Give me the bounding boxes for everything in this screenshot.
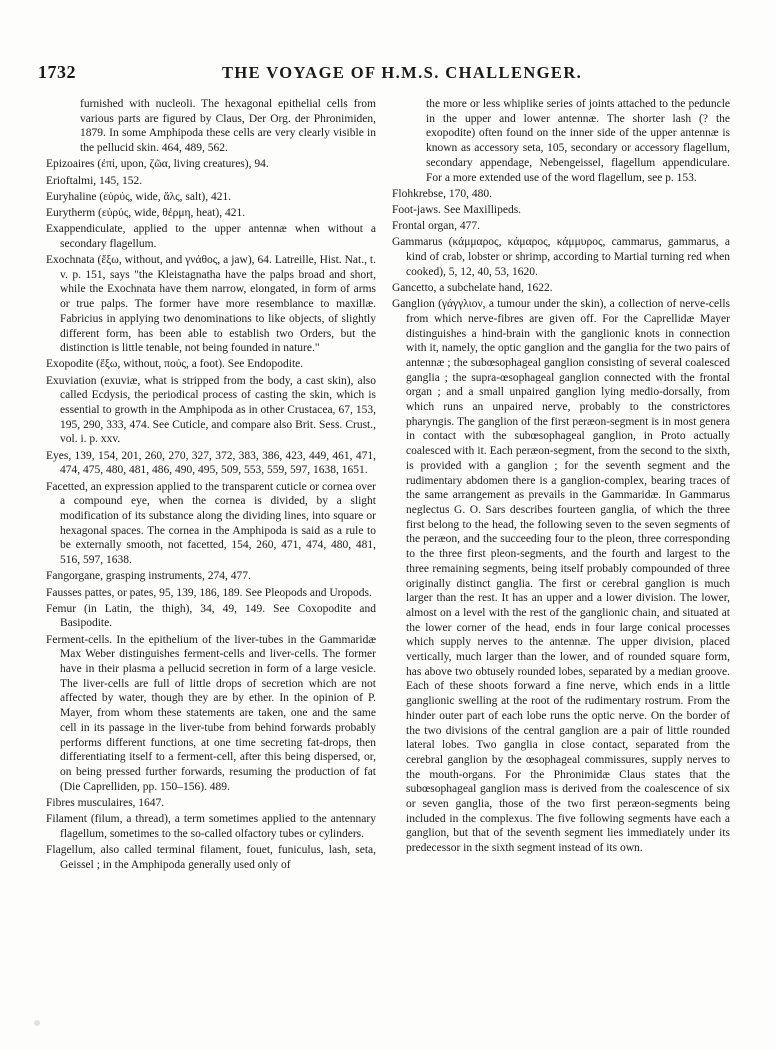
- right-column: [392, 97, 730, 857]
- glossary-entry: Filament (filum, a thread), a term sometimes applied to the antennary flagellum, sometimes to the so-called olfactory tubes or cylinders.: [46, 813, 376, 840]
- glossary-entry: the more or less whiplike series of joints attached to the peduncle in the upper and lower antennæ. The shorter lash (? the exopodite) often found on the inner side of the upper antennæ is known as accessory seta, 105, secondary or accessory flagellum, secondary appendage, Nebengeissel, flagellum appendiculare. For a more extended use of the word flagellum, see p. 153.: [426, 98, 730, 184]
- glossary-entry: Flohkrebse, 170, 480.: [392, 187, 492, 200]
- glossary-entry: Eyes, 139, 154, 201, 260, 270, 327, 372, 383, 386, 423, 449, 461, 471, 474, 475, 480, 481, 486, 490, 495, 509, 553, 559, 597, 1638, 1651.: [46, 449, 376, 477]
- left-column: [46, 97, 376, 874]
- glossary-entry: Gammarus (κάμμαρος, κάμαρος, κάμμυρος, cammarus, gammarus, a kind of crab, lobster or shrimp, according to Martial turning red when cooked), 5, 12, 40, 53, 1620.: [392, 236, 730, 278]
- glossary-entry: Exopodite (ἔξω, without, πούς, a foot). See Endopodite.: [46, 358, 304, 371]
- glossary-entry: Exappendiculate, applied to the upper antennæ when without a secondary flagellum.: [46, 223, 376, 250]
- glossary-entry: Femur (in Latin, the thigh), 34, 49, 149. See Coxopodite and Basipodite.: [46, 602, 376, 630]
- page-header: [38, 62, 738, 86]
- glossary-entry: Erioftalmi, 145, 152.: [46, 174, 143, 187]
- glossary-entry: Fausses pattes, or pates, 95, 139, 186, 189. See Pleopods and Uropods.: [46, 586, 372, 599]
- glossary-entry: Ferment-cells. In the epithelium of the liver-tubes in the Gammaridæ Max Weber distinguishes ferment-cells and liver-cells. The former have in their plasma a pellucid secretion in form of a large vesicle. The liver-cells are full of little drops of secretion which are not affected by water, though they are by ether. In the opinion of P. Mayer, from whom these statements are taken, one and the same cell in its passage in the liver-tube from behind forwards probably performs different functions, at one time secreting fat-drops, then differentiating itself to a ferment-cell, after this being dispersed, or, on being pressed further forwards, resuming the production of fat (Die Caprelliden, pp. 150–156). 489.: [46, 633, 376, 793]
- glossary-entry: Epizoaires (ἐπί, upon, ζῶα, living creatures), 94.: [46, 158, 269, 171]
- glossary-entry: Eurytherm (εὐρύς, wide, θέρμη, heat), 421.: [46, 206, 246, 219]
- glossary-entry: Exochnata (ἔξω, without, and γνάθος, a jaw), 64. Latreille, Hist. Nat., t. v. p. 151, says "the Kleistagnatha have the palps broad and short, while the Exochnata have them narrow, elongated, in form of arms or true palps. The former have more resemblance to maxillæ. Fabricius in applying two denominations to like objects, of slightly different form, has been able to establish two Orders, but the distinction is little tenable, not being founded in nature.": [46, 254, 376, 355]
- glossary-entry: Flagellum, also called terminal filament, fouet, funiculus, lash, seta, Geissel ; in the Amphipoda generally used only of: [46, 843, 376, 871]
- glossary-entry: Fibres musculaires, 1647.: [46, 796, 165, 809]
- glossary-entry: Gancetto, a subchelate hand, 1622.: [392, 281, 553, 294]
- glossary-entry: Fangorgane, grasping instruments, 274, 477.: [46, 570, 251, 583]
- glossary-entry: Foot-jaws. See Maxillipeds.: [392, 203, 522, 216]
- running-title: THE VOYAGE OF H.M.S. CHALLENGER.: [222, 63, 583, 82]
- glossary-entry: furnished with nucleoli. The hexagonal epithelial cells from various parts are figured by Claus, Der Org. der Phronimiden, 1879. In some Amphipoda these cells are very clearly visible in the pellucid skin. 464, 489, 562.: [80, 98, 376, 155]
- glossary-entry: Exuviation (exuviæ, what is stripped from the body, a cast skin), also called Ecdysis, the periodical process of casting the skin, which is essential to growth in the Amphipoda as in other Crustacea, 67, 153, 195, 290, 333, 474. See Cuticle, and compare also Brit. Sess. Crust., vol. i. p. xxv.: [46, 374, 376, 446]
- glossary-entry: Frontal organ, 477.: [392, 220, 480, 233]
- glossary-entry: Ganglion (γάγγλιον, a tumour under the skin), a collection of nerve-cells from which nerve-fibres are given off. For the Caprellidæ Mayer distinguishes a hind-brain with the ganglionic knots in connection with it, namely, the optic ganglion and the ganglia for the two pairs of antennæ ; the subœsophageal ganglion consisting of several coalesced ganglia ; the supra-œsophageal ganglion connected with the frontal organ ; and a small unpaired ganglion lying medio-dorsally, from which runs an unpaired nerve, probably to the constrictores pharyngis. The ganglion of the first peræon-segment is in most genera in contact with the subœsophageal ganglion, in Proto actually coalesced with it. Each peræon-segment, from the second to the sixth, is provided with a ganglion ; for the seventh segment and the rudimentary abdomen there is a ganglion-complex, bearing traces of the same arrangement as prevails in the Gammaridæ. In Gammarus neglectus G. O. Sars describes fourteen ganglia, of which the three first belong to the head, the following seven to the seven segments of the peræon, and the succeeding four to the pleon, three corresponding to the three first pleon-segments, and the fourth and largest to the three remaining segments, being itself probably compounded of three originally distinct ganglia. The first or cerebral ganglion is much larger than the rest. It has an upper and a lower division. The lower, almost on a level with the rest of the ganglionic chain, and situated at the lower corner of the head, ends in four large conical processes which supply nerves to the antennæ. The upper division, placed vertically, much larger than the lower, and of rounded square form, has above two obtusely rounded lobes, separated by a median groove. Each of these shoots forward a fine nerve, which ends in a little ganglionic swelling at the root of the rudimentary rostrum. From the hinder outer part of each lobe runs the optic nerve. On the border of the two divisions of the central ganglion are a pair of little rounded lateral lobes. Two ganglia in close contact, separated from the cerebral ganglion by the œsophageal commissures, supply nerves to the mouth-organs. For the Phronimidæ Claus states that the subœsophageal ganglion mass is derived from the coalescence of six or seven ganglia, those of the two first peræon-segments being included in the complexus. The five following segments have each a ganglion, but that of the seventh segment lies immediately under its predecessor in the sixth segment instead of its own.: [392, 298, 730, 855]
- scan-smudge: [34, 1020, 40, 1026]
- glossary-entry: Euryhaline (εὐρύς, wide, ἅλς, salt), 421.: [46, 190, 232, 203]
- glossary-entry: Facetted, an expression applied to the transparent cuticle or cornea over a compound eye, when the cornea is divided, by a slight modification of its substance along the dividing lines, into square or hexagonal spaces. The cornea in the Amphipoda is said as a rule to be externally smooth, not facetted, 154, 260, 471, 474, 480, 481, 516, 597, 1638.: [46, 480, 376, 567]
- page-number: 1732: [38, 62, 76, 82]
